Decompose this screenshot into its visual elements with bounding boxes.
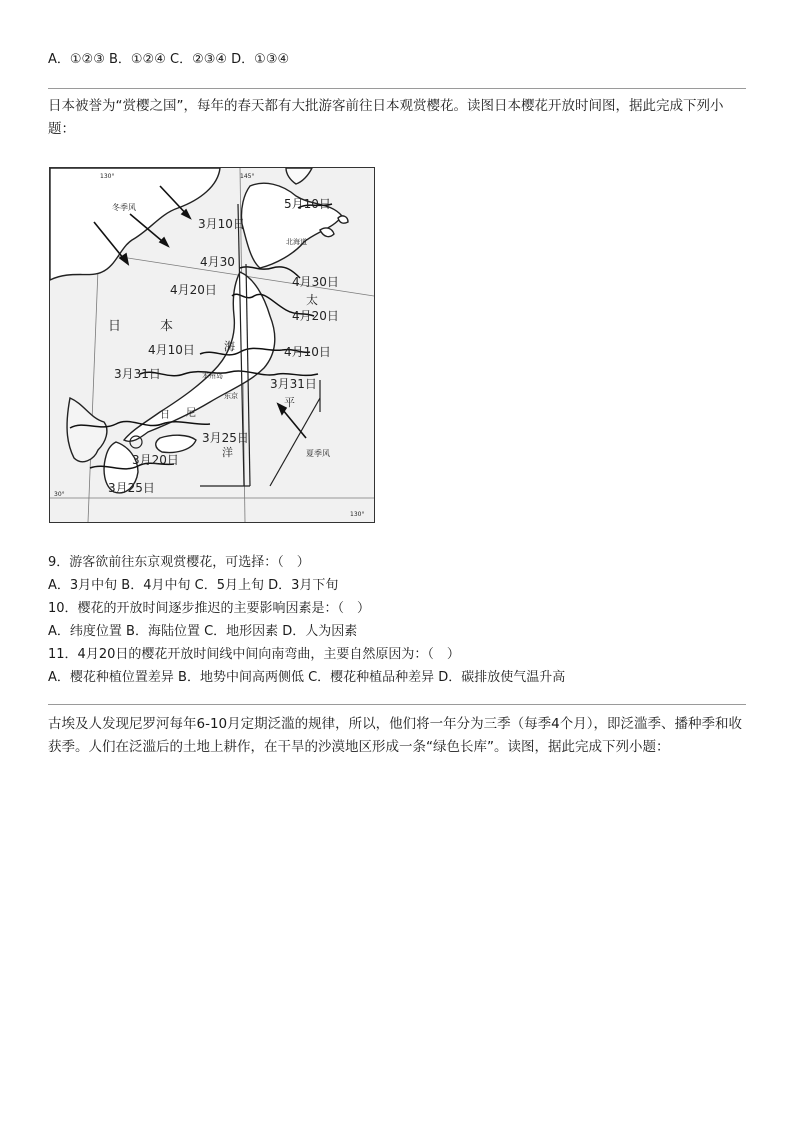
lon-label-left: 130° bbox=[100, 173, 115, 180]
japan-label-ni: 尼 bbox=[186, 408, 196, 419]
pacific-diag bbox=[270, 398, 320, 486]
ocean-label-tai: 太 bbox=[306, 293, 319, 307]
winter-monsoon-label: 冬季风 bbox=[112, 203, 136, 212]
lat-label-right: 130° bbox=[350, 511, 365, 518]
sea-label-hai: 海 bbox=[224, 340, 235, 353]
isoline-label-mar25-mid: 3月25日 bbox=[202, 431, 249, 445]
question-10-stem: 10．樱花的开放时间逐步推迟的主要影响因素是：（ ） bbox=[48, 601, 371, 616]
sakura-bloom-map bbox=[49, 167, 375, 523]
sea-label-ri: 日 bbox=[108, 319, 122, 334]
section-divider-2 bbox=[48, 704, 746, 705]
isoline-label-apr30-right: 4月30日 bbox=[292, 275, 339, 289]
question-9-options: A．3月中旬 B．4月中旬 C．5月上旬 D．3月下旬 bbox=[48, 578, 339, 593]
section-divider bbox=[48, 88, 746, 89]
shikoku-island bbox=[156, 435, 196, 452]
question-11-options: A．樱花种植位置差异 B．地势中间高两侧低 C．樱花种植品种差异 D．碳排放使气温升高 bbox=[48, 670, 566, 685]
isoline-label-may10: 5月10日 bbox=[284, 197, 331, 211]
question-intro-nile: 古埃及人发现尼罗河每年6-10月定期泛滥的规律，所以，他们将一年分为三季（每季4个月），即泛滥季、播种季和收获季。人们在泛滥后的土地上耕作，在干旱的沙漠地区形成一条“绿色长库”。读图，据此完成下列小题： bbox=[48, 716, 742, 755]
isoline-label-mar31-right: 3月31日 bbox=[270, 377, 317, 391]
hokkaido-label: 北海道 bbox=[286, 238, 307, 246]
question-11-stem: 11．4月20日的樱花开放时间线中间向南弯曲，主要自然原因为：（ ） bbox=[48, 647, 460, 662]
ocean-label-ping: 平 bbox=[284, 396, 295, 409]
summer-monsoon-label: 夏季风 bbox=[306, 449, 330, 458]
isoline-label-mar20: 3月20日 bbox=[132, 453, 179, 467]
previous-answer-options: A．①②③ B．①②④ C．②③④ D．①③④ bbox=[48, 52, 290, 67]
isoline-label-apr10-left: 4月10日 bbox=[148, 343, 195, 357]
sakhalin-tip bbox=[286, 168, 312, 184]
mainland-landmass bbox=[50, 168, 220, 280]
korea-peninsula bbox=[67, 398, 107, 462]
question-intro-sakura: 日本被誉为“赏樱之国”，每年的春天都有大批游客前往日本观赏樱花。读图日本樱花开放时间图，据此完成下列小题： bbox=[48, 98, 724, 137]
japan-label-ri: 日 bbox=[160, 410, 170, 421]
honshu-label: 本州岛 bbox=[202, 372, 223, 380]
lat-label-left: 30° bbox=[54, 491, 65, 498]
isoline-label-apr10-right: 4月10日 bbox=[284, 345, 331, 359]
winter-arrow-2-head bbox=[160, 238, 168, 246]
isoline-label-mar31-left: 3月31日 bbox=[114, 367, 161, 381]
isoline-label-apr30-left: 4月30 bbox=[200, 255, 235, 269]
sea-label-ben: 本 bbox=[160, 319, 174, 334]
question-10-options: A．纬度位置 B．海陆位置 C．地形因素 D．人为因素 bbox=[48, 624, 358, 639]
ocean-label-yang: 洋 bbox=[222, 446, 233, 459]
tokyo-label: 东京 bbox=[224, 392, 238, 400]
hokkaido-island bbox=[241, 183, 342, 268]
isoline-label-apr20-right: 4月20日 bbox=[292, 309, 339, 323]
question-9-stem: 9．游客欲前往东京观赏樱花，可选择：（ ） bbox=[48, 555, 310, 570]
isoline-label-mar10: 3月10日 bbox=[198, 217, 245, 231]
isoline-label-apr20-left: 4月20日 bbox=[170, 283, 217, 297]
isoline-label-mar25-bottom: 3月25日 bbox=[108, 481, 155, 495]
lon-label-right: 145° bbox=[240, 173, 255, 180]
